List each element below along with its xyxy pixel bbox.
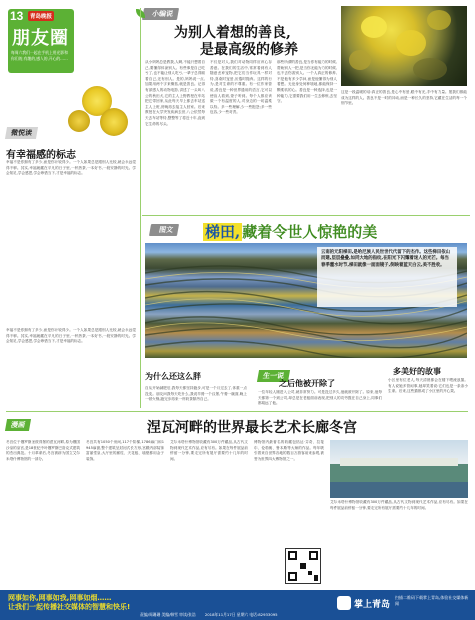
bottom-col-1: 冬宫位于俄罗斯圣彼得堡的涅瓦河畔,原为俄国沙皇的皇宫,是18世纪中叶俄罗斯巴洛克式建筑的杰出典范。十月革命后,冬宫被辟为国立艾尔米塔什博物馆的一部分。 [6, 440, 80, 461]
tag-xiaonashuo: 小编说 [142, 8, 179, 20]
tag-manhua: 漫画 [5, 419, 31, 431]
story-left-body: 自从开始减肥后,我每天都坚持跑步,可是一个月过去了,体重一点没变。朋友问我每天吃什么,我说早餐一个汉堡,午餐一碗面,晚上一顿火锅,跑完步再来一杯奶茶犒劳自己。 [145, 386, 247, 402]
tag-tuwen: 图文 [149, 224, 179, 236]
masthead-tagline: 每周六我们一起在手机上用光影和你们的,有趣的,感人的,开心的…… [11, 50, 68, 61]
terrace-info: 云南的元阳梯田,是哈尼族人民世世代代留下的杰作。这些梯田依山而建,层层叠叠,如同大地的指纹,在阳光下闪耀着迷人的光芒。每当春季灌水时节,梯田就像一面面镜子,倒映着蓝天白云,美不胜收。 [321, 250, 450, 268]
lead-column-2: 不仅是对人,我们对动物同样应该心存善意。在我们的生活中,常常看到有人随意丢弃宠物,把它们当作玩具一样对待,喜欢时宠爱,厌倦时抛弃。这样的行为,是对生命的不尊重。有一位作家曾说,善良是一种世界通用的语言,它可以使盲人看到,聋子听到。每个人都应该做一个有温度的人,对身边的一切温柔以待。多一些理解,少一些抱怨;多一些包容,少一些苛责。 [210, 60, 272, 115]
sub-headline-right: 多美好的故事 [393, 366, 441, 376]
footer-line2: 让我们一起传播社交媒体的智慧和快乐! [8, 603, 131, 611]
footer-date: 2018年11月17日 星期六 电话:82933095 [204, 612, 278, 617]
app-logo-icon[interactable] [337, 596, 351, 610]
flower-photo [341, 6, 467, 86]
tag-meiyuedu: 微悦读 [5, 127, 38, 139]
terrace-title: 藏着令世人惊艳的美 [242, 223, 378, 241]
yellow-flowers-photo [60, 80, 140, 150]
bottom-col-4: 博物馆内最著名的收藏包括达·芬奇、拉斐尔、伦勃朗、鲁本斯等大师的作品。每年吸引着来自世界各地的数百万游客前来参观,被誉为世界四大博物馆之一。 [254, 440, 324, 461]
divider-bottom [6, 411, 468, 412]
terrace-prefix: 梯田, [205, 223, 241, 241]
lead-column-3: 那些所谓的善良,是当你有能力的时候,帮助别人一把,是当你无能为力的时候,也不去伤害别人。一个人真正的修养,不是他有多少学问,而是他懂得为别人着想。无论身处何种境地,都能保持一颗柔软的心。善良是一种选择,也是一种能力,它需要我们用一生去修炼,去坚守。 [277, 60, 337, 104]
terrace-headline [203, 221, 377, 242]
footer-meta [140, 612, 278, 618]
issue-number: 13 [10, 9, 24, 23]
footer-line1: 网事如你,网事如我,网事如烟…… [8, 594, 112, 602]
left-filler: 幸福不是你拥有了多少,而是你计较得少。一个人如果总是跟别人比较,就会永远觉得不够。其实,幸福就藏在平凡的日子里,一杯热茶,一本好书,一段安静的时光。学会知足,学会感恩,学会珍惜当下,才是幸福的标志。 [6, 328, 136, 344]
winter-palace-photo [330, 440, 468, 498]
masthead-title: 朋友圈 [12, 28, 69, 49]
bottom-col-5: 艾尔米塔什博物馆收藏有300万件藏品,从古代文物到现代艺术作品,应有尽有。如果在每件展品前停留一分钟,要走完所有展厅需要约十几年的时间。 [330, 500, 468, 510]
footer-editor: 责编/周珊珊 美编/韩雪 审读/张浩 [140, 612, 196, 617]
story-right-body: 小区里有位老人,每天清晨都会在楼下喂流浪猫。有人说她多管闲事,她却笑着说:它们也是一条条小生命。后来,这些猫都成了小区里的开心果。 [388, 378, 468, 394]
lead-column-4: 这是一段温暖的话:真正的善良,是心中有爱,眼中有光,手中有力量。愿我们都能成为这样的人。善良不是一时的冲动,而是一种长久的坚持,它藏在生活的每一个细节里。 [341, 90, 467, 106]
bottom-headline: 涅瓦河畔的世界最长艺术长廊冬宫 [147, 420, 357, 436]
lead-headline-line1: 为别人着想的善良, [174, 25, 291, 41]
bottom-col-3: 艾尔米塔什博物馆收藏有300万件藏品,从古代文物到现代艺术作品,应有尽有。如果在每件展品前停留一分钟,要走完所有展厅需要约十几年的时间。 [170, 440, 248, 461]
flower-body: 幸福不是你拥有了多少,而是你计较得少。一个人如果总是跟别人比较,就会永远觉得不够。其实,幸福就藏在平凡的日子里,一杯热茶,一本好书,一段安静的时光。学会知足,学会感恩,学会珍惜当下,才是幸福的标志。 [6, 160, 136, 176]
app-desc: 扫描二维码下载掌上青岛,体验社交媒体新闻 [395, 595, 469, 606]
section-logo: 青岛晚报 [28, 11, 54, 21]
story-mid-body: 一位年轻人刚进入公司,就非常努力。可是没过多久,他就被开除了。原来,他每天都第一个到公司,却总是在老板面前表现,把别人的功劳揽在自己身上,同事们都疏远了他。 [258, 390, 382, 406]
terrace-info-box [317, 247, 457, 307]
divider-left [140, 8, 141, 408]
app-name[interactable]: 掌上青岛 [354, 600, 391, 610]
sub-headline-mid: 之后他被开除了 [279, 378, 335, 388]
terrace-photo [145, 243, 467, 358]
sub-headline-left: 为什么还这么胖 [145, 371, 201, 381]
bottom-col-2: 冬宫共有1050个房间,117个阶梯,1786扇门和1945扇窗,整个建筑呈封闭式长方形,宫殿内部装饰富丽堂皇,大厅里的廊柱、天花板、墙壁都用金子装饰。 [86, 440, 164, 461]
flower-caption: 有幸福感的标志 [6, 150, 76, 161]
footer-bar [0, 590, 475, 620]
masthead [6, 6, 74, 76]
divider-top [142, 215, 470, 216]
tag-shengying: 生一说 [257, 370, 290, 382]
lead-column-1: 从小妈妈总是教我,人啊,不能只想着自己,要懂得体谅别人。有些事是自己吃亏了,也不能让别人吃亏,一辈子总得顾着自己,还有别人。是的,妈妈说一点,加果用两个字来概括,就是善良。记得有部感人的动物电影,讲述了一头叫八公的秋田犬,它的主人上野教授在车站把它带回家,从此每天早上都去车站送主人上班,傍晚再去接主人回家。后来教授在大学突发疾病去世,八公依然每天去车站等待,整整等了将近十年,直到它生命的尽头。 [145, 60, 205, 126]
qr-code[interactable] [285, 548, 321, 584]
lead-headline-line2: 是最高级的修养 [200, 42, 298, 58]
